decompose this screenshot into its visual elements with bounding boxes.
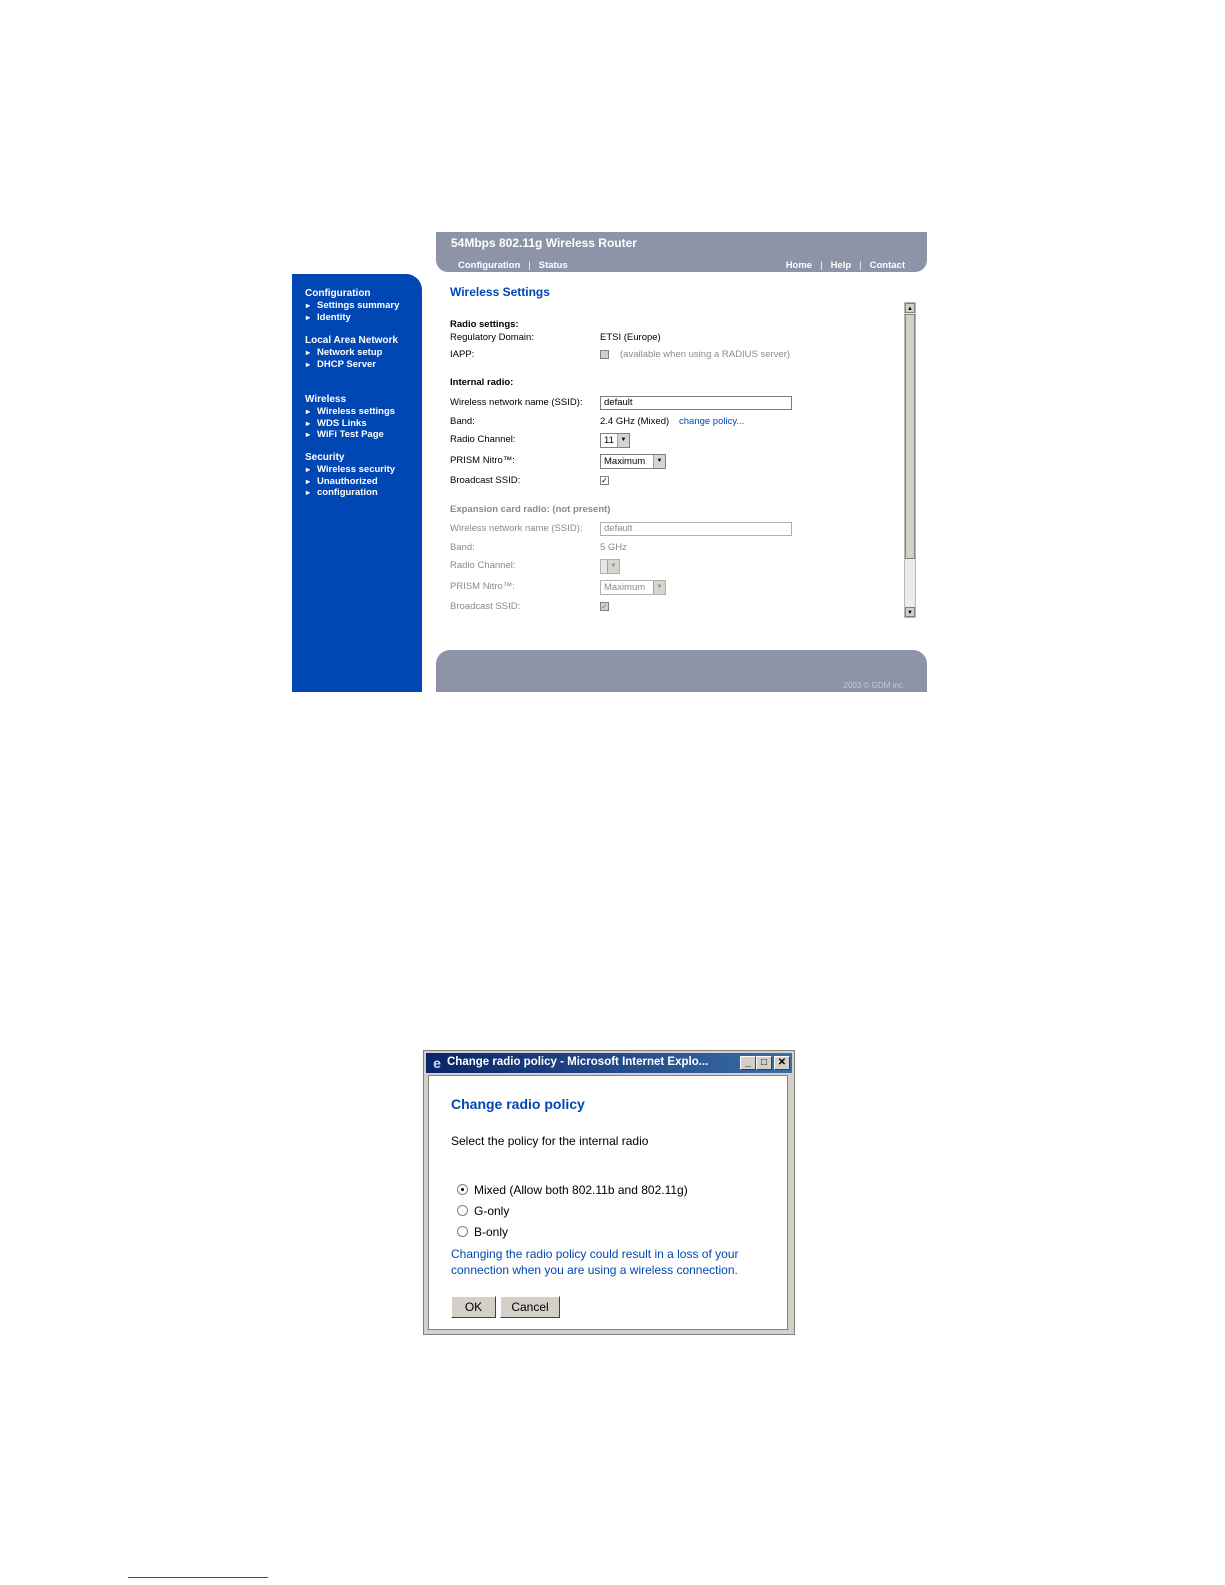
ssid-input[interactable]: default [600,396,792,410]
header-bar [436,232,927,272]
internal-radio-heading: Internal radio: [450,377,514,388]
radio-button-b-only[interactable] [457,1226,468,1237]
exp-broadcast-ssid-checkbox[interactable]: ✓ [601,602,608,611]
exp-radio-channel-label: Radio Channel: [450,560,516,571]
internet-explorer-icon: e [433,1055,441,1071]
page-title: Wireless Settings [450,285,550,299]
header-nav-left: Configuration | Status [458,260,568,271]
nav-configuration[interactable]: Configuration [458,260,521,271]
iapp-row [450,348,915,362]
sidebar-item-wireless-settings[interactable]: ▸ Wireless settings [305,406,395,418]
regulatory-domain-label: Regulatory Domain: [450,332,534,343]
dialog-body [428,1075,788,1330]
radio-button-mixed[interactable] [457,1184,468,1195]
warning-text: Changing the radio policy could result in a loss of your connection when you are using a wireless connection. [451,1247,739,1277]
broadcast-ssid-label: Broadcast SSID: [450,475,521,486]
sidebar-group-title: Wireless [305,394,347,405]
sidebar-group-wireless [305,394,395,441]
prism-nitro-row [450,454,915,468]
minimize-icon[interactable]: _ [740,1056,756,1070]
exp-band-row [450,541,915,555]
sidebar-group-title: Security [305,452,345,463]
scroll-down-icon[interactable]: ▼ [905,607,915,617]
exp-prism-nitro-row [450,580,915,594]
nav-home[interactable]: Home [785,260,813,271]
regulatory-domain-value: ETSI (Europe) [600,332,661,343]
exp-broadcast-ssid-label: Broadcast SSID: [450,601,521,612]
change-policy-link[interactable]: change policy... [679,416,745,427]
radio-channel-row [450,433,915,447]
chevron-down-icon: ▼ [617,434,629,447]
chevron-down-icon: ▼ [653,581,665,594]
sidebar-item-wifi-test-page[interactable]: ▸ WiFi Test Page [305,429,395,441]
sidebar-item-wds-links[interactable]: ▸ WDS Links [305,418,395,430]
exp-band-label: Band: [450,542,475,553]
scroll-up-icon[interactable]: ▲ [905,303,915,313]
window-titlebar[interactable] [426,1053,792,1073]
expansion-radio-heading: Expansion card radio: (not present) [450,504,611,515]
iapp-label: IAPP: [450,349,475,360]
ssid-label: Wireless network name (SSID): [450,397,583,408]
prism-nitro-value: Maximum [604,456,646,467]
radio-channel-select[interactable] [600,433,630,448]
sidebar-group-title: Local Area Network [305,335,398,346]
radio-button-g-only[interactable] [457,1205,468,1216]
footer-bar [436,650,927,692]
header-nav-right: Home | Help | Contact [785,260,905,271]
exp-radio-channel-select[interactable] [600,559,620,574]
sidebar-item-dhcp-server[interactable]: ▸ DHCP Server [305,359,398,371]
chevron-down-icon: ▼ [607,560,619,573]
exp-prism-nitro-select[interactable] [600,580,666,595]
broadcast-ssid-row [450,474,915,488]
option-b-only-label: B-only [474,1225,509,1239]
radio-channel-value: 11 [604,435,614,446]
sidebar-item-unauthorized-configuration-cont[interactable] [305,487,395,499]
content-scrollbar[interactable] [904,302,916,618]
ok-button[interactable]: OK [451,1296,496,1318]
exp-ssid-input[interactable]: default [600,522,792,536]
sidebar-group-lan [305,335,398,370]
sidebar-item-network-setup[interactable]: ▸ Network setup [305,347,398,359]
exp-radio-channel-row [450,559,915,573]
sidebar-group-title: Configuration [305,288,371,299]
sidebar-group-security [305,452,395,499]
cancel-button[interactable]: Cancel [500,1296,560,1318]
sidebar-item-wireless-security[interactable]: ▸ Wireless security [305,464,395,476]
chevron-down-icon: ▼ [653,455,665,468]
footnote-link-underline [128,1577,268,1578]
app-title: 54Mbps 802.11g Wireless Router [451,236,637,250]
band-label: Band: [450,416,475,427]
exp-band-value: 5 GHz [600,542,627,553]
sidebar [292,274,422,692]
exp-prism-nitro-label: PRISM Nitro™: [450,581,515,592]
option-mixed-label: Mixed (Allow both 802.11b and 802.11g) [474,1183,688,1197]
main-content [450,285,915,615]
exp-ssid-row [450,522,915,536]
dialog-prompt: Select the policy for the internal radio [451,1134,649,1148]
iapp-checkbox[interactable] [600,350,609,359]
prism-nitro-label: PRISM Nitro™: [450,455,515,466]
option-g-only-label: G-only [474,1204,510,1218]
ssid-row [450,396,915,410]
prism-nitro-select[interactable] [600,454,666,469]
footer-copyright: 2003 © GDM inc. [843,681,905,690]
sidebar-item-label: configuration [317,487,378,498]
router-screenshot [292,232,927,692]
exp-broadcast-ssid-row [450,600,915,614]
regulatory-domain-row [450,331,915,345]
maximize-icon[interactable]: □ [756,1056,772,1070]
scroll-thumb[interactable] [905,314,915,559]
radio-channel-label: Radio Channel: [450,434,516,445]
band-row [450,415,915,429]
broadcast-ssid-checkbox[interactable]: ✓ [601,476,608,485]
sidebar-item-unauthorized-configuration[interactable]: ▸ Unauthorized [305,476,395,488]
nav-status[interactable]: Status [538,260,568,271]
sidebar-item-identity[interactable]: ▸ Identity [305,312,399,324]
exp-prism-nitro-value: Maximum [604,582,646,593]
window-title: Change radio policy - Microsoft Internet Explo... [447,1056,709,1068]
change-radio-policy-window [423,1050,795,1335]
nav-help[interactable]: Help [830,260,852,271]
iapp-note: (available when using a RADIUS server) [620,349,791,360]
band-value: 2.4 GHz (Mixed) [600,416,670,427]
nav-contact[interactable]: Contact [869,260,905,271]
close-icon[interactable]: ✕ [774,1056,790,1070]
exp-ssid-label: Wireless network name (SSID): [450,523,583,534]
sidebar-group-configuration [305,288,399,323]
sidebar-item-settings-summary[interactable]: ▸ Settings summary [305,300,399,312]
dialog-title: Change radio policy [451,1096,585,1112]
radio-settings-heading: Radio settings: [450,319,519,330]
